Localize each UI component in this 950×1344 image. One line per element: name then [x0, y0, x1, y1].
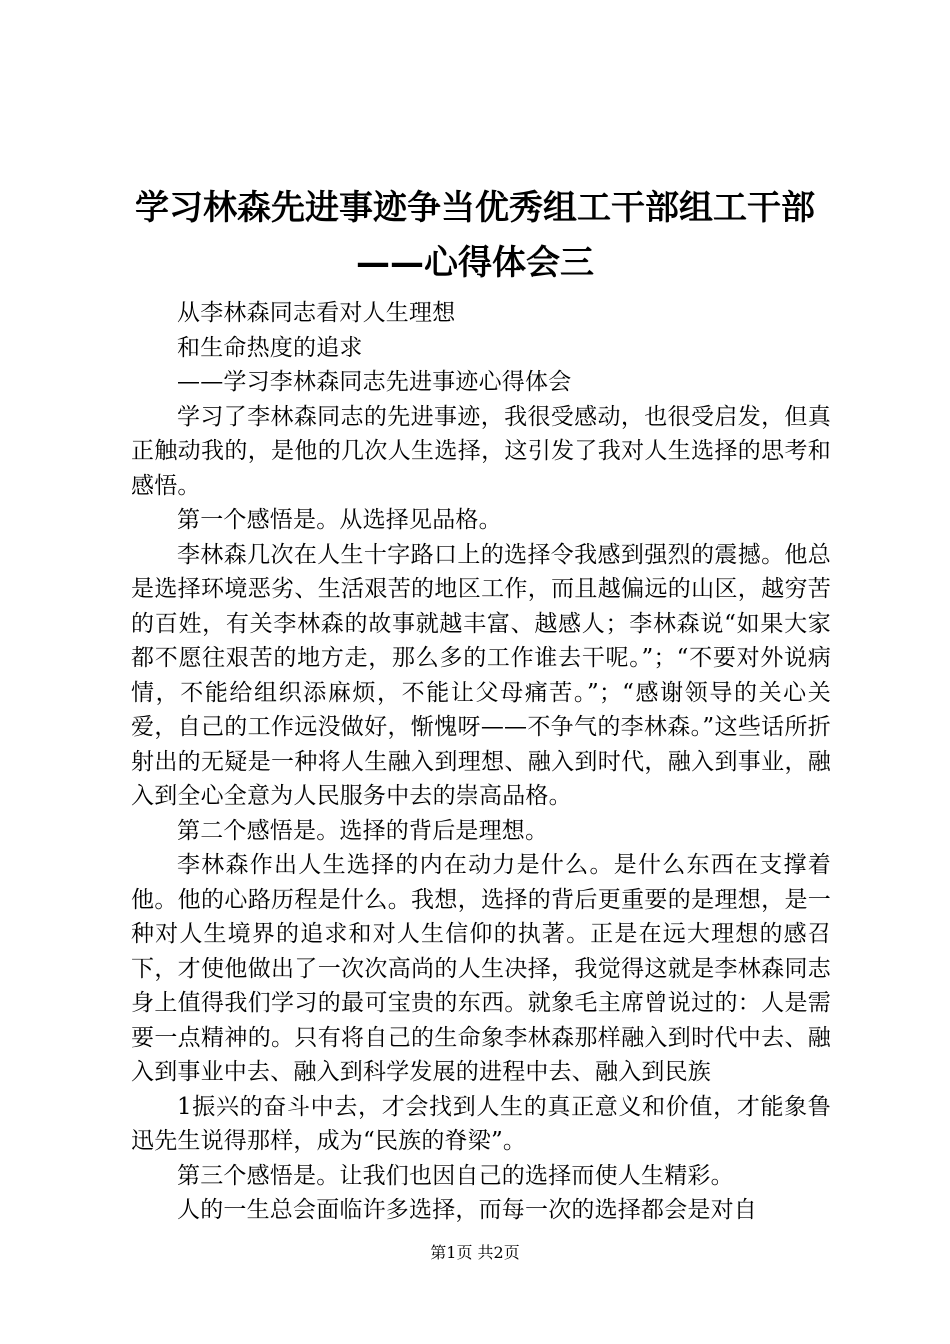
paragraph-body-2: 李林森作出人生选择的内在动力是什么。是什么东西在支撑着他。他的心路历程是什么。我想，选择的背后更重要的是理想，是一种对人生境界的追求和对人生信仰的执著。正是在远大理想的感召下，才使他做出了一次次高尚的人生决择，我觉得这就是李林森同志身上值得我们学习的最可宝贵的东西。就象毛主席曾说过的：人是需要一点精神的。只有将自己的生命象李林森那样融入到时代中去、融入到事业中去、融入到科学发展的进程中去、融入到民族 [131, 852, 831, 1085]
paragraph-heading-2: 第二个感悟是。选择的背后是理想。 [177, 817, 549, 844]
paragraph-body-4: 人的一生总会面临许多选择，而每一次的选择都会是对自 [177, 1197, 757, 1223]
page-footer: 第1页 共2页 [430, 1243, 520, 1262]
paragraph-heading-1: 第一个感悟是。从选择见品格。 [177, 507, 502, 533]
document-body [131, 296, 831, 1228]
document-title-line-1: 学习林森先进事迹争当优秀组工干部组工干部 [135, 188, 815, 228]
paragraph-subtitle-2: 和生命热度的追求 [177, 334, 363, 361]
paragraph-intro: 学习了李林森同志的先进事迹，我很受感动，也很受启发，但真正触动我的，是他的几次人生选择，这引发了我对人生选择的思考和感悟。 [131, 403, 831, 499]
document-title-line-2: ——心得体会三 [356, 243, 594, 283]
paragraph-subtitle-3: ——学习李林森同志先进事迹心得体会 [177, 369, 572, 395]
paragraph-subtitle-1: 从李林森同志看对人生理想 [177, 300, 456, 326]
paragraph-body-1: 李林森几次在人生十字路口上的选择令我感到强烈的震撼。他总是选择环境恶劣、生活艰苦的地区工作，而且越偏远的山区，越穷苦的百姓，有关李林森的故事就越丰富、越感人；李林森说“如果大家都不愿往艰苦的地方走，那么多的工作谁去干呢。”；“不要对外说病情，不能给组织添麻烦，不能让父母痛苦。”；“感谢领导的关心关爱，自己的工作远没做好，惭愧呀——不争气的李林森。”这些话所折射出的无疑是一种将人生融入到理想、融入到时代，融入到事业，融入到全心全意为人民服务中去的崇高品格。 [131, 541, 831, 809]
paragraph-heading-3: 第三个感悟是。让我们也因自己的选择而使人生精彩。 [177, 1162, 734, 1189]
paragraph-body-3: 1振兴的奋斗中去，才会找到人生的真正意义和价值，才能象鲁迅先生说得那样，成为“民族的脊梁”。 [131, 1093, 831, 1154]
